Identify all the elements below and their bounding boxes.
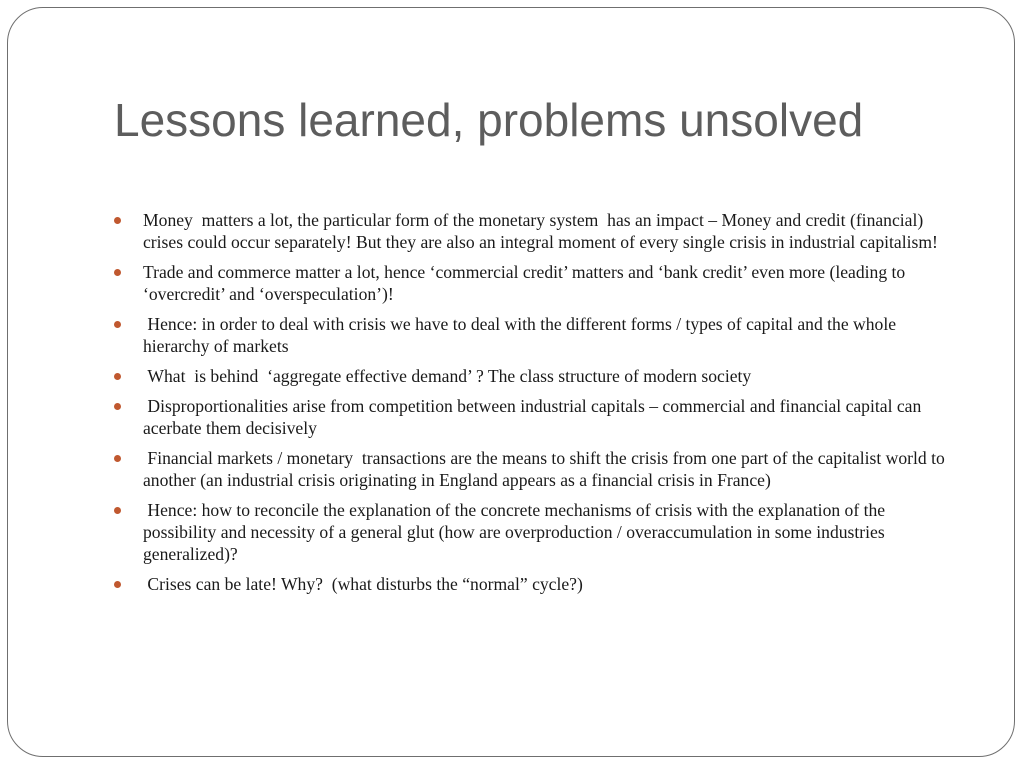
bullet-list — [112, 209, 962, 603]
bullet-text: Trade and commerce matter a lot, hence ‘commercial credit’ matters and ‘bank credit’ even more (leading to ‘overcredit’ and ‘overspeculation’)! — [143, 262, 910, 304]
bullet-item-crises-late — [112, 573, 962, 595]
bullet-dot-icon — [114, 373, 121, 380]
bullet-text: Hence: how to reconcile the explanation of the concrete mechanisms of crisis with the explanation of the possibility and necessity of a general glut (how are overproduction / overaccumulation in some industries generalized)? — [143, 500, 890, 564]
bullet-dot-icon — [114, 581, 121, 588]
bullet-dot-icon — [114, 403, 121, 410]
bullet-item-effective-demand — [112, 365, 962, 387]
bullet-text: Financial markets / monetary transactions are the means to shift the crisis from one part of the capitalist world to another (an industrial crisis originating in England appears as a financial crisis in France) — [143, 448, 950, 490]
bullet-item-financial-markets — [112, 447, 962, 491]
bullet-dot-icon — [114, 455, 121, 462]
bullet-item-forms-of-capital — [112, 313, 962, 357]
bullet-text: What is behind ‘aggregate effective demand’ ? The class structure of modern society — [143, 366, 752, 386]
bullet-dot-icon — [114, 269, 121, 276]
bullet-dot-icon — [114, 321, 121, 328]
bullet-text: Crises can be late! Why? (what disturbs the “normal” cycle?) — [143, 574, 583, 594]
bullet-dot-icon — [114, 217, 121, 224]
bullet-text: Disproportionalities arise from competition between industrial capitals – commercial and financial capital can acerbate them decisively — [143, 396, 926, 438]
bullet-dot-icon — [114, 507, 121, 514]
bullet-text: Hence: in order to deal with crisis we have to deal with the different forms / types of capital and the whole hierarchy of markets — [143, 314, 901, 356]
bullet-item-trade — [112, 261, 962, 305]
bullet-item-money — [112, 209, 962, 253]
slide-title: Lessons learned, problems unsolved — [114, 94, 864, 146]
bullet-item-disproportionalities — [112, 395, 962, 439]
bullet-item-general-glut — [112, 499, 962, 565]
bullet-text: Money matters a lot, the particular form of the monetary system has an impact – Money and credit (financial) crises could occur separately! But they are also an integral moment of every single crisis in industrial capitalism! — [143, 210, 938, 252]
